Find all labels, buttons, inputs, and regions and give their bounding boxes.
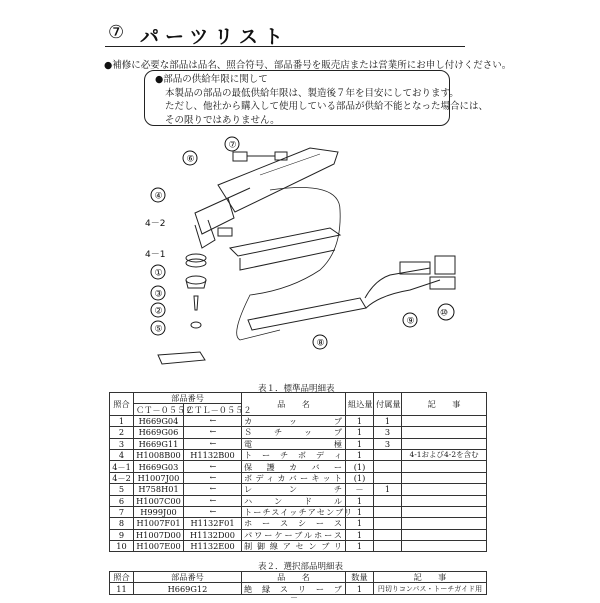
row-name: 絶 縁 ス リ ー ブ — [242, 583, 346, 594]
col-note: 記 事 — [402, 393, 487, 416]
row-note — [402, 461, 487, 472]
row-part-a: H669G03 — [134, 461, 184, 472]
row-part-b: ← — [184, 484, 242, 495]
row-ref: 8 — [110, 518, 134, 529]
table-row — [110, 472, 487, 483]
row-part-a: H669G11 — [134, 438, 184, 449]
row-part-b: ← — [184, 461, 242, 472]
table-row — [110, 495, 487, 506]
diagram-label-6: ⑥ — [186, 154, 195, 165]
row-qty: 1 — [346, 427, 374, 438]
row-part-b: ← — [184, 472, 242, 483]
row-part-b: H1132E00 — [184, 541, 242, 552]
optional-parts-table — [109, 571, 487, 595]
power-cable-hose-part — [365, 268, 430, 298]
row-ref: 4 — [110, 449, 134, 460]
row-part-a: H669G06 — [134, 427, 184, 438]
tip-part — [194, 296, 198, 310]
table1-caption: 表１．標準品明細表 — [258, 384, 335, 394]
diagram-label-4: ④ — [154, 191, 163, 202]
row-acc — [374, 472, 402, 483]
row-part-a: H669G04 — [134, 415, 184, 426]
wrench-part — [158, 352, 205, 364]
row-note: 円切りコンパス・トーチガイド用 — [374, 583, 487, 594]
row-acc: 3 — [374, 438, 402, 449]
torch-body-part — [195, 198, 234, 234]
row-part-a: H1007E00 — [134, 541, 184, 552]
row-qty: 1 — [346, 438, 374, 449]
row-note — [402, 484, 487, 495]
row-part-no: H669G12 — [134, 583, 242, 594]
row-acc — [374, 529, 402, 540]
diagram-label-3: ③ — [154, 289, 163, 300]
control-line-part — [366, 280, 440, 308]
row-acc — [374, 518, 402, 529]
row-name: カ ッ プ — [242, 415, 346, 426]
supply-heading: ●部品の供給年限に関して — [155, 74, 268, 85]
row-acc: 1 — [374, 484, 402, 495]
diagram-label-7: ⑦ — [228, 140, 237, 151]
row-ref: 6 — [110, 495, 134, 506]
row-note — [402, 541, 487, 552]
diagram-label-1: ① — [154, 268, 163, 279]
table-row — [110, 484, 487, 495]
row-qty: (1) — [346, 461, 374, 472]
page-title: パーツリスト — [140, 26, 289, 48]
section-number: ⑦ — [108, 22, 125, 43]
table-row — [110, 461, 487, 472]
row-ref: 3 — [110, 438, 134, 449]
row-ref: 1 — [110, 415, 134, 426]
row-note — [402, 427, 487, 438]
row-part-a: H999J00 — [134, 506, 184, 517]
table-row — [110, 541, 487, 552]
table-row — [110, 506, 487, 517]
row-part-b: H1132B00 — [184, 449, 242, 460]
row-part-a: H1008B00 — [134, 449, 184, 460]
row-ref: 7 — [110, 506, 134, 517]
row-name: 制御線アセンブリ — [242, 541, 346, 552]
row-qty: － — [346, 484, 374, 495]
cup-part — [186, 276, 206, 284]
supply-period-box — [144, 70, 489, 126]
row-name: 保 護 カ バ ー — [242, 461, 346, 472]
row-note — [402, 415, 487, 426]
row-part-b: ← — [184, 427, 242, 438]
row-qty: 1 — [346, 583, 374, 594]
row-part-a: H1007J00 — [134, 472, 184, 483]
col-part-no: 部品番号 — [134, 393, 242, 404]
row-qty: (1) — [346, 472, 374, 483]
notice-text: ●補修に必要な部品は品名、照合符号、部品番号を販売店または営業所にお申し付けください。 — [104, 60, 512, 71]
row-acc — [374, 461, 402, 472]
diagram-label-4-1: 4－1 — [145, 250, 166, 260]
table-row — [110, 438, 487, 449]
row-ref: 11 — [110, 583, 134, 594]
protective-cover-part — [186, 254, 206, 262]
row-name: Ｓ チ ッ プ — [242, 427, 346, 438]
opt-col-ref: 照合 — [110, 572, 134, 583]
row-part-a: H1007D00 — [134, 529, 184, 540]
opt-col-note: 記 事 — [374, 572, 487, 583]
handle-part — [218, 148, 338, 212]
row-acc — [374, 506, 402, 517]
hose-sheath-part — [230, 228, 340, 256]
row-qty: 1 — [346, 415, 374, 426]
row-note — [402, 495, 487, 506]
row-qty: 1 — [346, 541, 374, 552]
row-ref: 9 — [110, 529, 134, 540]
electrode-part — [191, 322, 201, 328]
torch-switch-part — [233, 152, 247, 161]
table-row — [110, 415, 487, 426]
opt-col-qty: 数量 — [346, 572, 374, 583]
row-acc — [374, 449, 402, 460]
row-part-b: ← — [184, 495, 242, 506]
table-row — [110, 529, 487, 540]
row-ref: 10 — [110, 541, 134, 552]
page-footer: － — [290, 593, 298, 602]
supply-line-2: ただし、他社から購入して使用している部品が供給不能となった場合には、 — [165, 101, 489, 112]
row-note — [402, 438, 487, 449]
diagram-label-2: ② — [154, 306, 163, 317]
table-row — [110, 449, 487, 460]
diagram-label-4-2: 4－2 — [145, 219, 166, 229]
row-name: ホ ー ス シ ー ス — [242, 518, 346, 529]
row-part-b: ← — [184, 438, 242, 449]
row-qty: 1 — [346, 495, 374, 506]
diagram-label-5: ⑤ — [154, 324, 163, 335]
col-name: 品 名 — [242, 393, 346, 416]
row-part-a: H1007F01 — [134, 518, 184, 529]
row-note: 4-1および4-2を含む — [402, 449, 487, 460]
row-note — [402, 529, 487, 540]
table-row — [110, 518, 487, 529]
row-acc: 3 — [374, 427, 402, 438]
row-acc: 1 — [374, 415, 402, 426]
row-name: ト ー チ ボ デ ィ — [242, 449, 346, 460]
row-ref: 5 — [110, 484, 134, 495]
col-ref: 照合 — [110, 393, 134, 416]
row-note — [402, 506, 487, 517]
supply-line-1: 本製品の部品の最低供給年限は、製造後７年を目安にしております。 — [165, 87, 459, 99]
standard-parts-table — [109, 392, 487, 552]
row-part-b: ← — [184, 506, 242, 517]
col-qty: 組込量 — [346, 393, 374, 416]
parts-diagram — [110, 130, 490, 380]
row-name: パワーケーブルホース — [242, 529, 346, 540]
row-name: ボディカバーキット — [242, 472, 346, 483]
row-name: トーチスイッチアセンブリ — [242, 506, 346, 517]
diagram-label-9: ⑨ — [406, 316, 415, 327]
row-ref: 2 — [110, 427, 134, 438]
row-part-b: ← — [184, 415, 242, 426]
row-part-a: H1007C00 — [134, 495, 184, 506]
diagram-label-10: ⑩ — [440, 308, 449, 319]
row-name: 電 極 — [242, 438, 346, 449]
table2-caption: 表２．選択部品明細表 — [258, 562, 344, 572]
row-name: レ ン チ — [242, 484, 346, 495]
col-model-b: ＣＴＬ－０５５２ — [184, 404, 242, 415]
power-cable-part — [248, 298, 366, 330]
row-note — [402, 472, 487, 483]
table-row — [110, 583, 487, 594]
row-acc — [374, 541, 402, 552]
col-acc: 付属量 — [374, 393, 402, 416]
row-qty: 1 — [346, 518, 374, 529]
row-qty: 1 — [346, 506, 374, 517]
row-qty: 1 — [346, 529, 374, 540]
opt-col-part-no: 部品番号 — [134, 572, 242, 583]
row-part-b: H1132F01 — [184, 518, 242, 529]
row-part-a: H758H01 — [134, 484, 184, 495]
table-row — [110, 427, 487, 438]
title-rule — [105, 46, 465, 47]
row-note — [402, 518, 487, 529]
row-name: ハ ン ド ル — [242, 495, 346, 506]
diagram-label-8: ⑧ — [316, 338, 325, 349]
row-part-b: H1132D00 — [184, 529, 242, 540]
row-qty: 1 — [346, 449, 374, 460]
col-model-a: ＣＴ－０５５２ — [134, 404, 184, 415]
row-acc — [374, 495, 402, 506]
opt-col-name: 品 名 — [242, 572, 346, 583]
supply-line-3: その限りではありません。 — [165, 114, 280, 126]
row-ref: 4－1 — [110, 461, 134, 472]
row-ref: 4－2 — [110, 472, 134, 483]
